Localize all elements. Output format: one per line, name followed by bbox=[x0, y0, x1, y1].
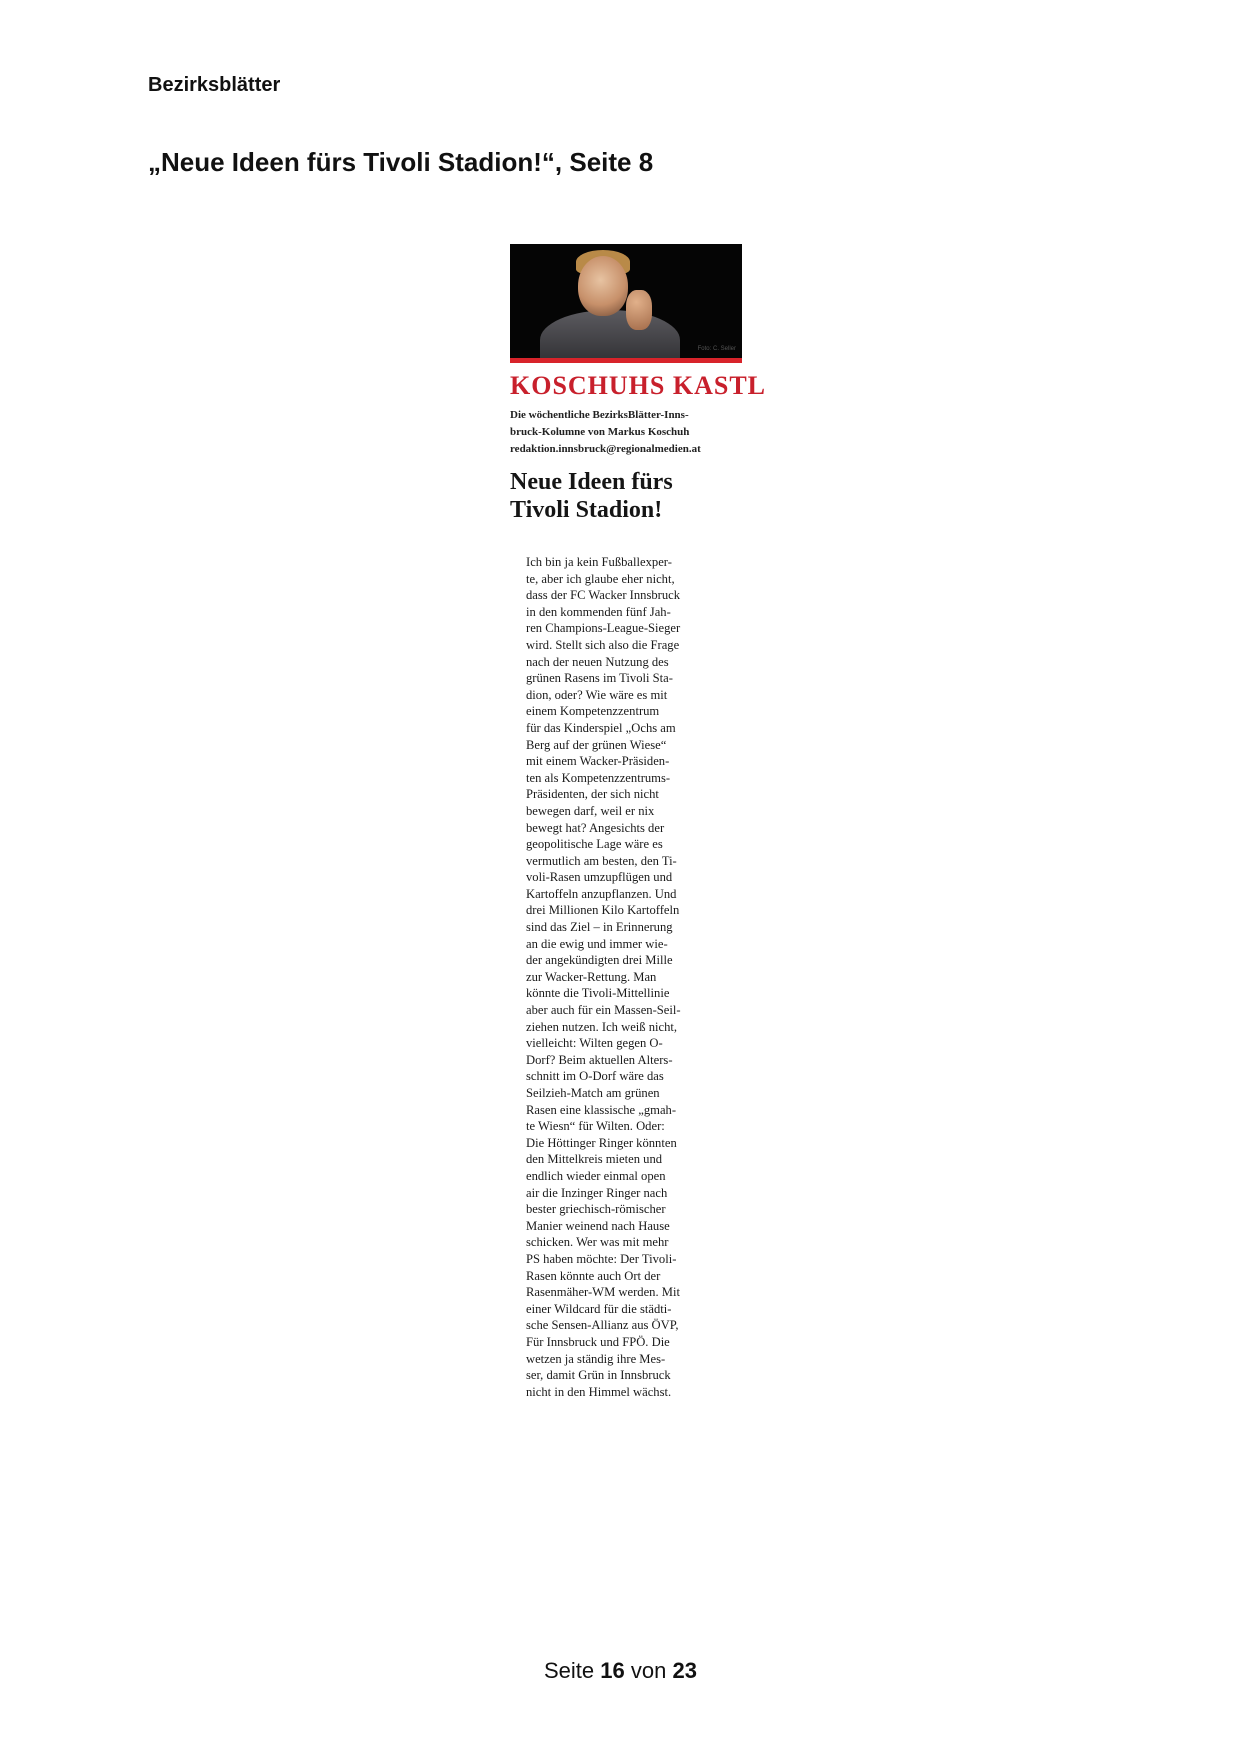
publication-name: Bezirksblätter bbox=[148, 74, 281, 96]
current-page-number: 16 bbox=[600, 1658, 625, 1683]
column-name: KOSCHUHS KASTL bbox=[510, 371, 767, 400]
photo-credit: Foto: C. Seller bbox=[697, 346, 736, 352]
footer-prefix: Seite bbox=[544, 1658, 595, 1683]
column-description: Die wöchentliche BezirksBlätter-Inns- bruck-Kolumne von Markus Koschuh redaktion.innsbruck@regionalmedien.at bbox=[510, 409, 701, 455]
footer-separator: von bbox=[630, 1658, 667, 1683]
article-body: Ich bin ja kein Fußballexper- te, aber ich glaube eher nicht, dass der FC Wacker Innsbruck in den kommenden fünf Jah- ren Champions-League-Sieger wird. Stellt sich also die Frage nach der neuen Nutzung des grünen Rasens im Tivoli Sta- dion, oder? Wie wäre es mit einem Kompetenzzentrum für das Kinderspiel „Ochs am Berg auf der grünen Wiese“ mit einem Wacker-Präsiden- ten als Kompetenzzentrums- Präsidenten, der sich nicht bewegen darf, weil er nix bewegt hat? Angesichts der geopolitische Lage wäre es vermutlich am besten, den Ti- voli-Rasen umzupflügen und Kartoffeln anzupflanzen. Und drei Millionen Kilo Kartoffeln sind das Ziel – in Erinnerung an die ewig und immer wie- der angekündigten drei Mille zur Wacker-Rettung. Man könnte die Tivoli-Mittellinie aber auch für ein Massen-Seil- ziehen nutzen. Ich weiß nicht, vielleicht: Wilten gegen O- Dorf? Beim aktuellen Alters- schnitt im O-Dorf wäre das Seilzieh-Match am grünen Rasen eine klassische „gmah- te Wiesn“ für Wilten. Oder: Die Höttinger Ringer könnten den Mittelkreis mieten und endlich wieder einmal open air die Inzinger Ringer nach bester griechisch-römischer Manier weinend nach Hause schicken. Wer was mit mehr PS haben möchte: Der Tivoli- Rasen könnte auch Ort der Rasenmäher-WM werden. Mit einer Wildcard für die städti- sche Sensen-Allianz aus ÖVP, Für Innsbruck und FPÖ. Die wetzen ja ständig ihre Mes- ser, damit Grün in Innsbruck nicht in den Himmel wächst. bbox=[526, 555, 681, 1399]
article-headline: Neue Ideen fürs Tivoli Stadion! bbox=[510, 469, 673, 523]
newspaper-clipping bbox=[510, 244, 767, 524]
document-title: „Neue Ideen fürs Tivoli Stadion!“, Seite 8 bbox=[148, 147, 654, 177]
red-divider bbox=[510, 358, 742, 363]
total-page-number: 23 bbox=[672, 1658, 697, 1683]
author-photo bbox=[510, 244, 742, 358]
page-footer bbox=[0, 1658, 1241, 1684]
